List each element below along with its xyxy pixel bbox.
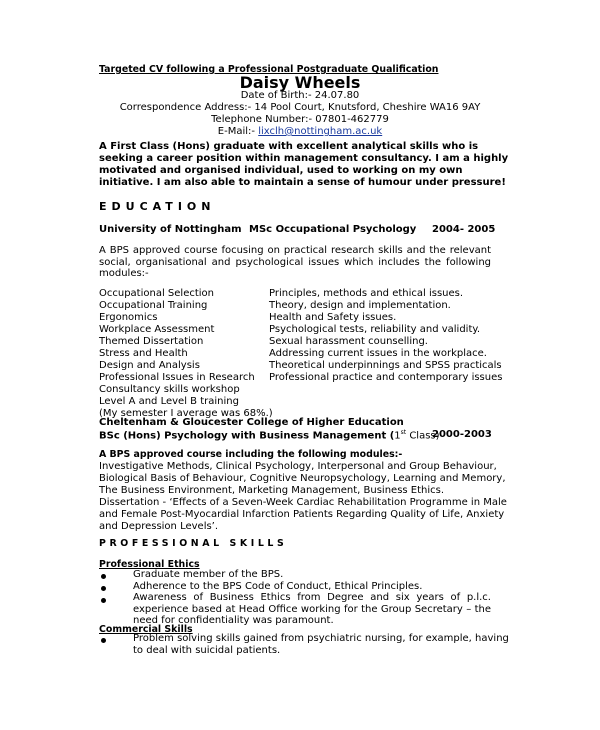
summary-line: A First Class (Hons) graduate with excellent analytical skills who is	[99, 141, 479, 152]
ethics-item: Graduate member of the BPS.	[133, 569, 284, 580]
module-item: Stress and Health	[99, 348, 188, 359]
bullet-icon	[101, 638, 106, 643]
module-line: and Female Post-Myocardial Infarction Patients Regarding Quality of Life, Anxiety	[99, 509, 505, 520]
class-superscript: st	[400, 429, 407, 436]
module-description: Theory, design and implementation.	[269, 300, 451, 311]
module-item: Ergonomics	[99, 312, 158, 323]
module-description: Health and Safety issues.	[269, 312, 397, 323]
ethics-item: Adherence to the BPS Code of Conduct, Ethical Principles.	[133, 581, 423, 592]
module-item: Consultancy skills workshop	[99, 384, 240, 395]
ethics-title: Professional Ethics	[99, 559, 200, 570]
correspondence-address: Correspondence Address:- 14 Pool Court, Knutsford, Cheshire WA16 9AY	[119, 102, 481, 113]
ethics-item: Awareness of Business Ethics from Degree and six years of p.l.c.	[133, 592, 491, 603]
cheltenham-institution: Cheltenham & Gloucester College of Higher Education	[99, 417, 404, 428]
ethics-item-continued: experience based at Head Office working for the Group Secretary – the	[133, 604, 491, 615]
date-of-birth: Date of Birth:- 24.07.80	[240, 90, 360, 101]
class-number: 1	[394, 430, 401, 442]
commercial-item: Problem solving skills gained from psychiatric nursing, for example, having	[133, 633, 509, 644]
skills-heading: PROFESSIONAL SKILLS	[99, 538, 288, 549]
bullet-icon	[101, 586, 106, 591]
target-line: Targeted CV following a Professional Postgraduate Qualification	[99, 64, 439, 75]
semester-average: (My semester I average was 68%.)	[99, 408, 273, 419]
telephone-number: Telephone Number:- 07801-462779	[211, 114, 389, 125]
module-description: Professional practice and contemporary issues	[269, 372, 503, 383]
module-item: Design and Analysis	[99, 360, 200, 371]
module-line: The Business Environment, Marketing Management, Business Ethics.	[99, 485, 445, 496]
cheltenham-intro: A BPS approved course including the following modules:-	[99, 449, 403, 460]
module-line: and Depression Levels’.	[99, 521, 219, 532]
module-item: Workplace Assessment	[99, 324, 215, 335]
nottingham-intro-line: A BPS approved course focusing on practical research skills and the relevant	[99, 245, 491, 256]
nottingham-institution: University of Nottingham	[99, 224, 242, 235]
module-description: Principles, methods and ethical issues.	[269, 288, 464, 299]
module-description: Sexual harassment counselling.	[269, 336, 428, 347]
module-line: Dissertation - ‘Effects of a Seven-Week Cardiac Rehabilitation Programme in Male	[99, 497, 507, 508]
cheltenham-degree: BSc (Hons) Psychology with Business Management (	[99, 430, 395, 442]
email-label: E-Mail:-	[217, 126, 256, 137]
module-item: Occupational Selection	[99, 288, 215, 299]
module-description: Addressing current issues in the workplace.	[269, 348, 487, 359]
commercial-title: Commercial Skills	[99, 624, 193, 635]
candidate-name: Daisy Wheels	[239, 73, 361, 92]
module-item: Professional Issues in Research	[99, 372, 255, 383]
nottingham-degree: MSc Occupational Psychology	[249, 224, 417, 235]
module-item: Themed Dissertation	[99, 336, 204, 347]
module-line: Investigative Methods, Clinical Psychology, Interpersonal and Group Behaviour,	[99, 461, 497, 472]
nottingham-intro-line: social, organisational and psychological issues which includes the following	[99, 257, 491, 268]
module-item: Occupational Training	[99, 300, 208, 311]
commercial-item-continued: to deal with suicidal patients.	[133, 645, 281, 656]
email-line	[0, 126, 600, 137]
ethics-item-continued: need for confidentiality was paramount.	[133, 615, 334, 626]
nottingham-years: 2004- 2005	[432, 224, 496, 235]
summary-line: initiative. I am also able to maintain a sense of humour under pressure!	[99, 177, 506, 188]
module-description: Theoretical underpinnings and SPSS practicals	[269, 360, 502, 371]
module-item: Level A and Level B training	[99, 396, 239, 407]
summary-line: seeking a career position within management consultancy. I am a highly	[99, 153, 509, 164]
bullet-icon	[101, 574, 106, 579]
nottingham-intro-line: modules:-	[99, 268, 149, 279]
cheltenham-degree-line	[99, 429, 440, 441]
education-heading: EDUCATION	[99, 200, 216, 213]
bullet-icon	[101, 598, 106, 603]
summary-line: motivated and organised individual, used to working on my own	[99, 165, 463, 176]
class-suffix: Class)	[406, 430, 440, 442]
cheltenham-years: 2000-2003	[432, 429, 492, 440]
module-line: Biological Basis of Behaviour, Cognitive Neuropsychology, Learning and Memory,	[99, 473, 506, 484]
module-description: Psychological tests, reliability and validity.	[269, 324, 481, 335]
email-link[interactable]: lixclh@nottingham.ac.uk	[258, 126, 383, 137]
